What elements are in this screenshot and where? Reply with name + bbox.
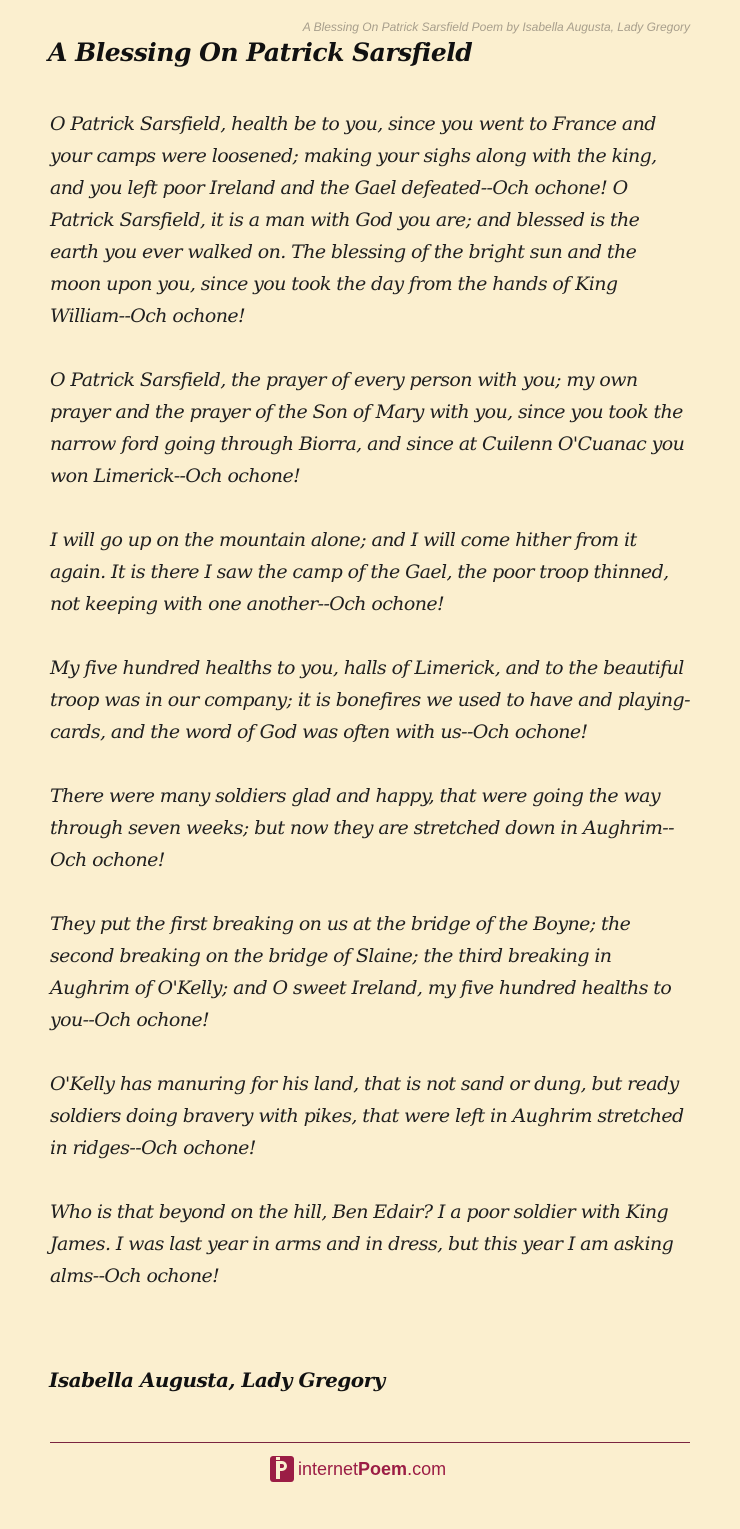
poem-stanza-4: My five hundred healths to you, halls of Limerick, and to the beautiful troop was in our company; it is bonefires we used to have and playing- cards, and the word of God was often with us--Och ochone! (50, 657, 690, 743)
poem-stanza-3: I will go up on the mountain alone; and I will come hither from it again. It is there I saw the camp of the Gael, the poor troop thinned, not keeping with one another--Och ochone! (50, 529, 669, 615)
poem-stanza-6: They put the first breaking on us at the bridge of the Boyne; the second breaking on the bridge of Slaine; the third breaking in Aughrim of O'Kelly; and O sweet Ireland, my five hundred healths to you--Och ochone! (50, 913, 672, 1031)
brand-name (298, 1459, 446, 1480)
poem-stanza-2: O Patrick Sarsfield, the prayer of every person with you; my own prayer and the prayer of the Son of Mary with you, since you took the narrow ford going through Biorra, and since at Cuilenn O'Cuanac you won Limerick--Och ochone! (50, 369, 685, 487)
internetpoem-brand-link[interactable] (270, 1455, 446, 1483)
brand-suffix: .com (407, 1458, 447, 1479)
page-caption: A Blessing On Patrick Sarsfield Poem by Isabella Augusta, Lady Gregory (302, 20, 690, 34)
poem-author: Isabella Augusta, Lady Gregory (49, 1368, 385, 1392)
poem-stanza-1: O Patrick Sarsfield, health be to you, since you went to France and your camps were loosened; making your sighs along with the king, and you left poor Ireland and the Gael defeated--Och ochone! O Patrick Sarsfield, it is a man with God you are; and blessed is the earth you ever walked on. The blessing of the bright sun and the moon upon you, since you took the day from the hands of King William--Och ochone! (50, 113, 657, 327)
brand-prefix: internet (298, 1458, 359, 1479)
footer-divider (50, 1442, 690, 1443)
poem-title: A Blessing On Patrick Sarsfield (48, 38, 473, 67)
poem-body (50, 108, 690, 1324)
brand-strong: Poem (358, 1458, 408, 1479)
poem-stanza-8: Who is that beyond on the hill, Ben Edair? I a poor soldier with King James. I was last year in arms and in dress, but this year I am asking alms--Och ochone! (50, 1201, 674, 1287)
poem-stanza-5: There were many soldiers glad and happy, that were going the way through seven weeks; but now they are stretched down in Aughrim--Och ochone! (50, 785, 674, 871)
internetpoem-logo-icon (270, 1456, 294, 1482)
poem-stanza-7: O'Kelly has manuring for his land, that is not sand or dung, but ready soldiers doing bravery with pikes, that were left in Aughrim stretched in ridges--Och ochone! (50, 1073, 684, 1159)
